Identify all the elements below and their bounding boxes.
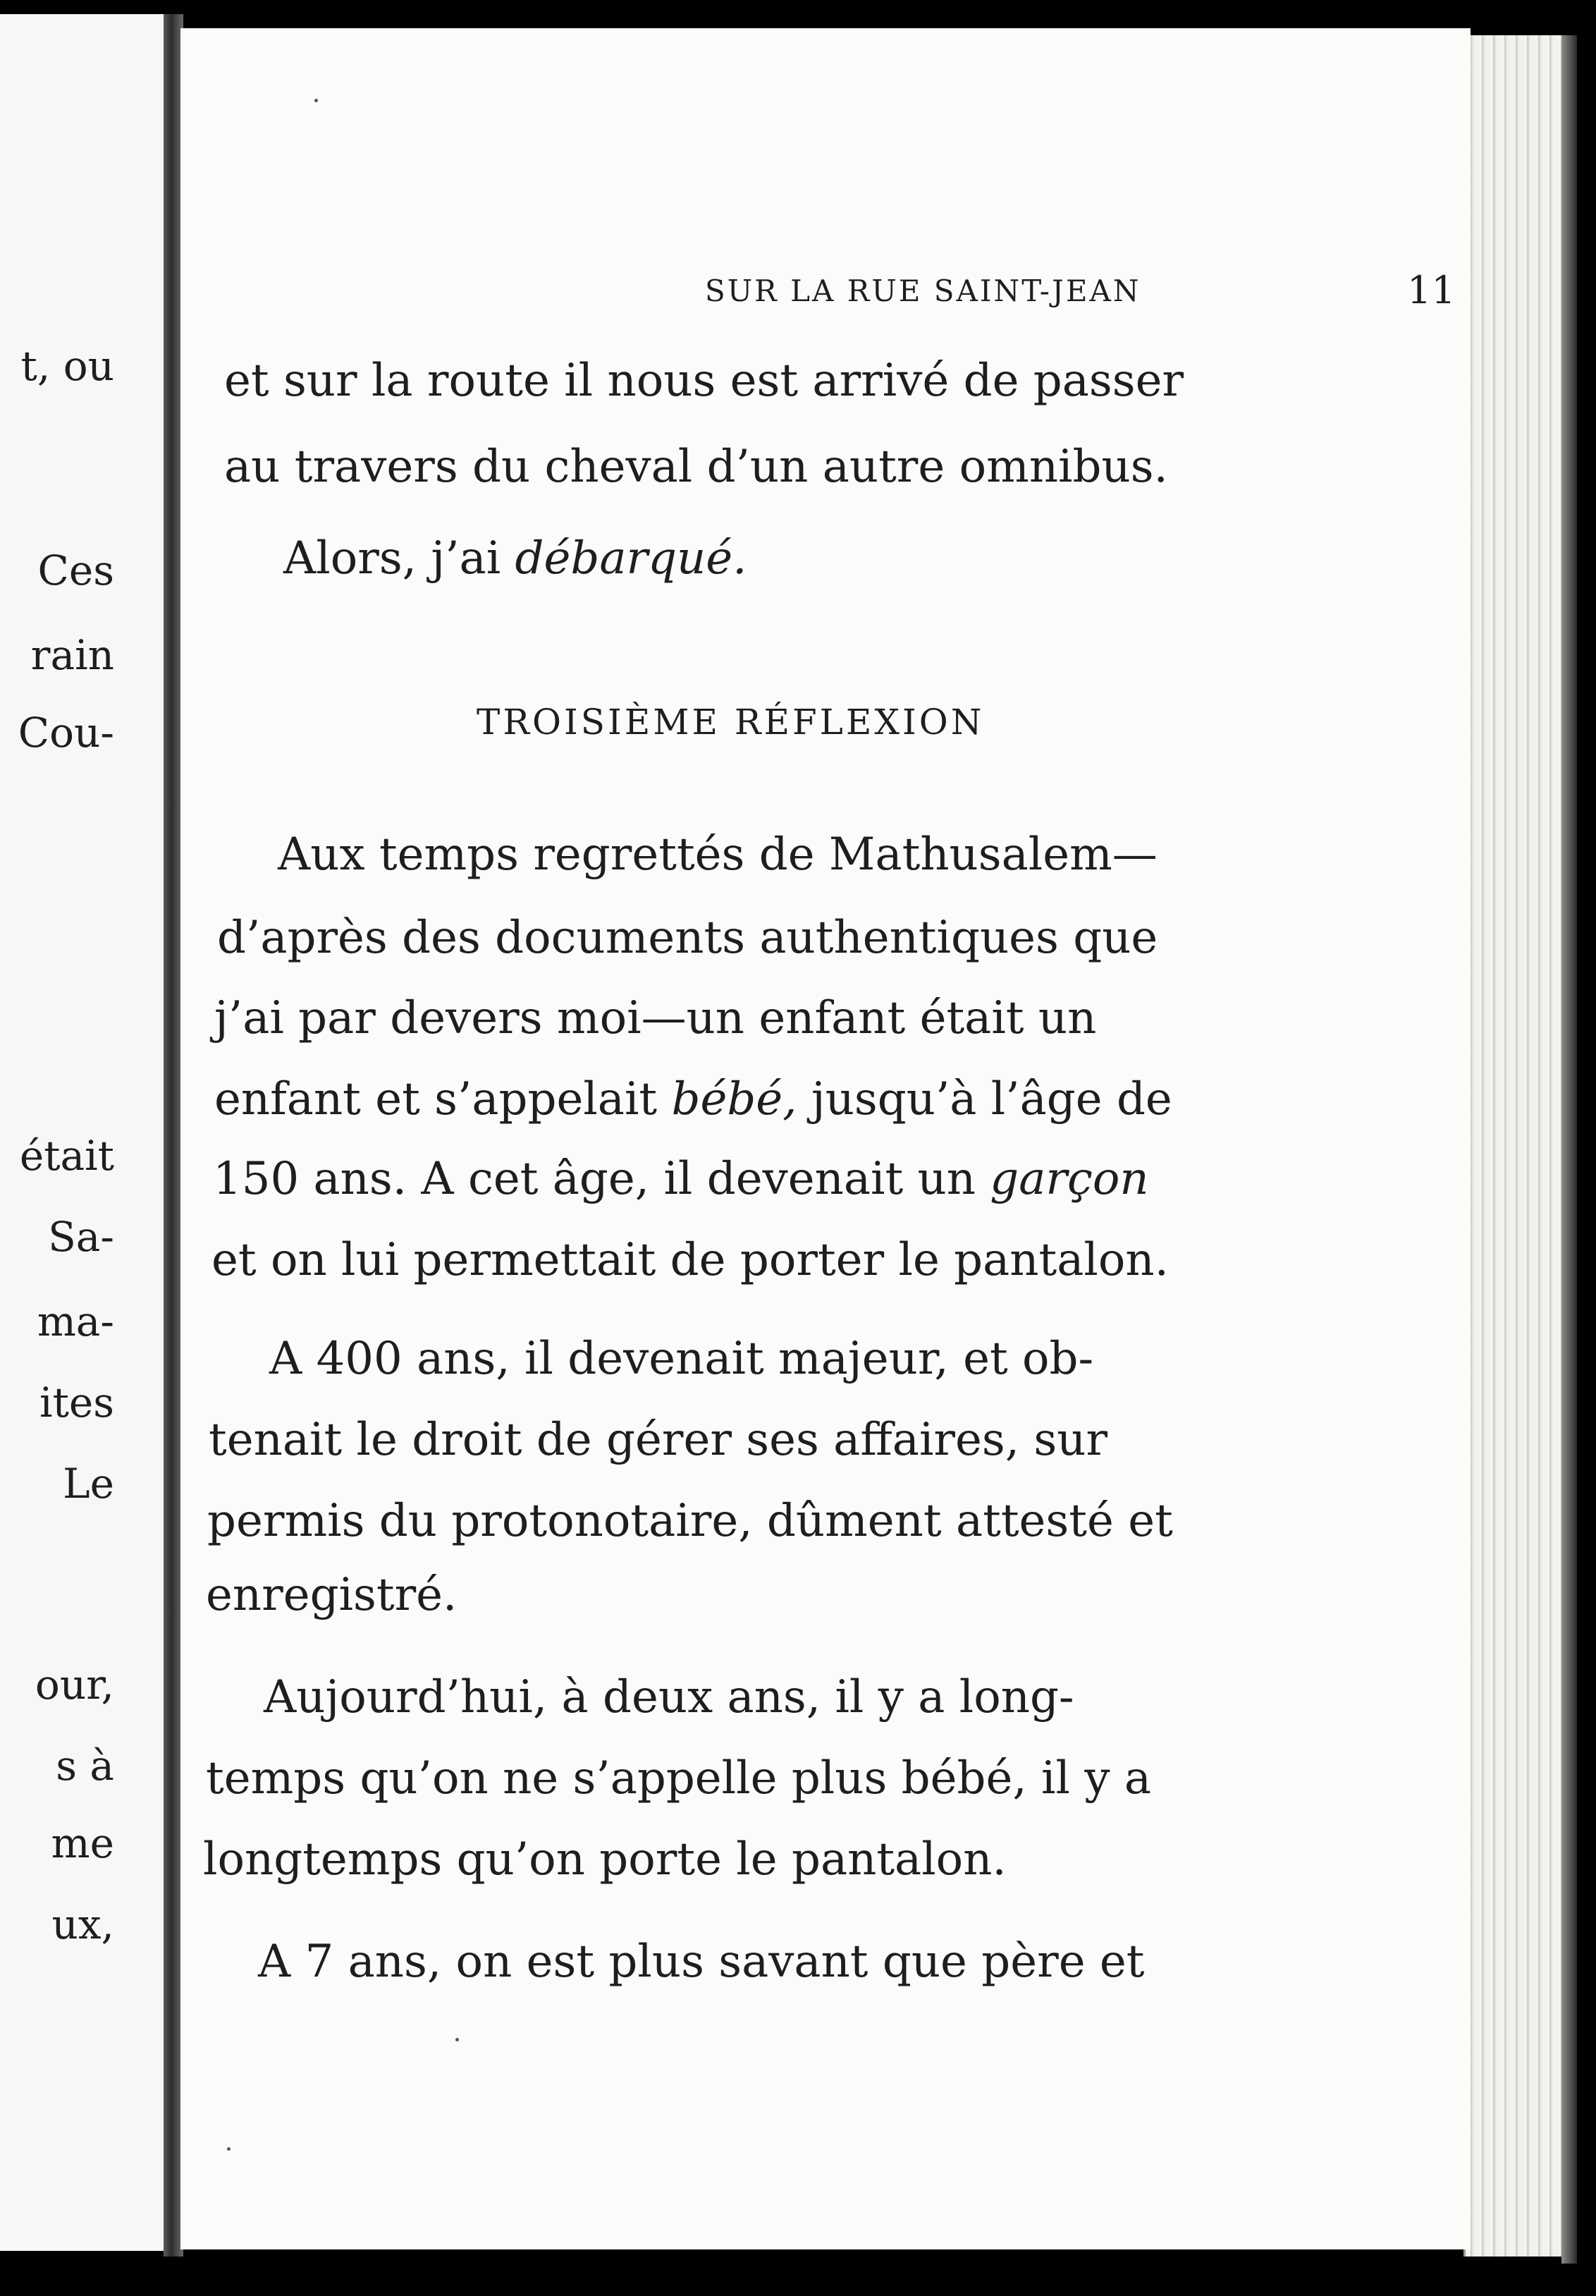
left-page-fragment: Cou- xyxy=(18,709,114,757)
section-title: TROISIÈME RÉFLEXION xyxy=(477,702,985,743)
ink-speck xyxy=(227,2147,231,2151)
body-line: et sur la route il nous est arrivé de passer xyxy=(224,355,1184,407)
left-page-fragment: Ces xyxy=(37,546,114,594)
ink-speck xyxy=(455,2038,459,2041)
body-line: enregistré. xyxy=(206,1569,458,1621)
left-page-fragment: ma- xyxy=(37,1297,114,1345)
italic-word: garçon xyxy=(990,1153,1149,1205)
body-line: tenait le droit de gérer ses affaires, sur xyxy=(209,1414,1108,1466)
body-line xyxy=(213,1153,1149,1205)
body-text: 150 ans. A cet âge, il devenait un xyxy=(213,1153,990,1205)
body-line: Aujourd’hui, à deux ans, il y a long- xyxy=(264,1671,1074,1723)
left-page-fragment: ites xyxy=(39,1379,114,1427)
main-page xyxy=(180,28,1471,2249)
left-facing-page xyxy=(0,14,164,2251)
left-page-fragment: rain xyxy=(30,631,114,679)
left-page-fragment: ux, xyxy=(51,1900,114,1948)
body-text: enfant et s’appelait xyxy=(214,1073,672,1125)
body-line: j’ai par devers moi—un enfant était un xyxy=(214,992,1097,1044)
body-line: permis du protonotaire, dûment attesté et xyxy=(207,1495,1173,1547)
left-page-fragment: our, xyxy=(35,1661,114,1709)
left-page-fragment: s à xyxy=(56,1742,114,1790)
running-head: SUR LA RUE SAINT-JEAN xyxy=(705,274,1141,308)
body-line: et on lui permettait de porter le pantalon. xyxy=(211,1234,1169,1286)
page-number: 11 xyxy=(1407,268,1456,312)
ink-speck xyxy=(314,99,318,102)
body-line: longtemps qu’on porte le pantalon. xyxy=(203,1833,1007,1886)
left-page-fragment: Sa- xyxy=(48,1213,114,1261)
edge-shadow xyxy=(1561,35,1577,2264)
left-page-fragment: t, ou xyxy=(20,342,114,390)
body-line: A 7 ans, on est plus savant que père et xyxy=(258,1936,1145,1988)
body-text: Alors, j’ai xyxy=(283,532,515,585)
left-page-fragment: Le xyxy=(63,1460,114,1508)
body-line xyxy=(283,532,747,585)
body-line xyxy=(214,1073,1172,1125)
body-line: temps qu’on ne s’appelle plus bébé, il y a xyxy=(206,1752,1151,1805)
italic-word: débarqué. xyxy=(515,532,747,585)
body-line: A 400 ans, il devenait majeur, et ob- xyxy=(269,1333,1094,1385)
body-text: jusqu’à l’âge de xyxy=(797,1073,1172,1125)
left-page-fragment: me xyxy=(51,1819,114,1867)
body-line: d’après des documents authentiques que xyxy=(217,912,1158,964)
italic-word: bébé, xyxy=(671,1073,797,1125)
body-line: au travers du cheval d’un autre omnibus. xyxy=(224,441,1168,493)
left-page-fragment: était xyxy=(19,1132,114,1180)
body-line: Aux temps regrettés de Mathusalem— xyxy=(278,829,1158,881)
page-edges xyxy=(1463,35,1571,2257)
